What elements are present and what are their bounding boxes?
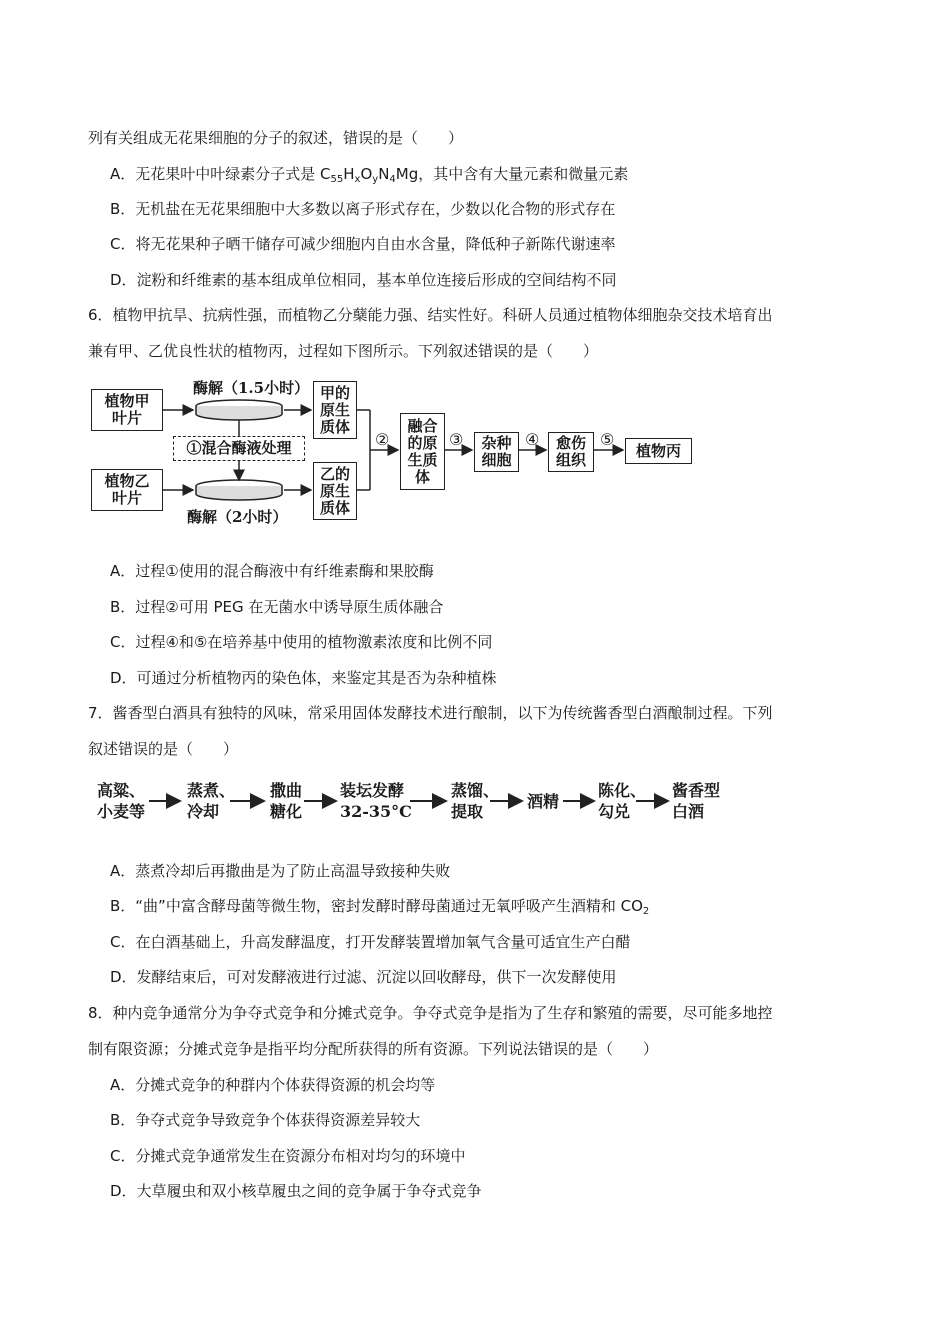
flow-step-6: 酒精 <box>527 792 560 811</box>
q7-b-sub: 2 <box>642 906 650 917</box>
q6-option-c[interactable]: C．过程④和⑤在培养基中使用的植物激素浓度和比例不同 <box>110 633 493 651</box>
q7-stem-line2: 叙述错误的是（ ） <box>88 740 239 758</box>
flow-step-8: 酱香型 白酒 <box>672 781 721 821</box>
q6-stem-line2: 兼有甲、乙优良性状的植物丙，过程如下图所示。下列叙述错误的是（ ） <box>88 342 599 360</box>
hybrid-cell-box: 杂种细胞 <box>474 432 519 472</box>
flow-step-3: 撒曲 糖化 <box>270 781 303 821</box>
q7-option-a[interactable]: A．蒸煮冷却后再撒曲是为了防止高温导致接种失败 <box>110 862 451 880</box>
q8-option-a[interactable]: A．分摊式竞争的种群内个体获得资源的机会均等 <box>110 1076 436 1094</box>
q5-stem: 列有关组成无花果细胞的分子的叙述，错误的是（ ） <box>88 129 464 147</box>
q7-option-b[interactable] <box>110 896 649 922</box>
callus-box: 愈伤组织 <box>548 432 594 472</box>
plant-b-leaf-box: 植物乙叶片 <box>91 469 163 511</box>
q6-option-d[interactable]: D．可通过分析植物丙的染色体，来鉴定其是否为杂种植株 <box>110 669 497 687</box>
fused-protoplast-box: 融合的原生质体 <box>400 413 445 490</box>
q6-stem-line1: 6．植物甲抗旱、抗病性强，而植物乙分蘖能力强、结实性好。科研人员通过植物体细胞杂交技术培育出 <box>88 306 773 324</box>
plant-c-box: 植物丙 <box>625 438 692 464</box>
q7-option-c[interactable]: C．在白酒基础上，升高发酵温度，打开发酵装置增加氧气含量可适宜生产白醋 <box>110 933 631 951</box>
enzymolysis-b-label: 酶解（2小时） <box>187 508 288 526</box>
q5-a-n: N <box>378 165 390 183</box>
step-5-label: ⑤ <box>600 430 615 449</box>
q5-a-o: O <box>360 165 373 183</box>
q5-option-d[interactable]: D．淀粉和纤维素的基本组成单位相同，基本单位连接后形成的空间结构不同 <box>110 271 617 289</box>
q7-b-text: B．“曲”中富含酵母菌等微生物，密封发酵时酵母菌通过无氧呼吸产生酒精和 CO <box>110 897 643 915</box>
q8-option-d[interactable]: D．大草履虫和双小核草履虫之间的竞争属于争夺式竞争 <box>110 1182 482 1200</box>
q8-stem-line1: 8．种内竞争通常分为争夺式竞争和分摊式竞争。争夺式竞争是指为了生存和繁殖的需要，尽可能多地控 <box>88 1004 773 1022</box>
flow-step-1: 高粱、 小麦等 <box>97 781 146 821</box>
q8-stem-line2: 制有限资源；分摊式竞争是指平均分配所获得的所有资源。下列说法错误的是（ ） <box>88 1040 659 1058</box>
enzymolysis-a-label: 酶解（1.5小时） <box>193 379 310 397</box>
flow-step-7: 陈化、 勾兑 <box>598 781 647 821</box>
step-2-label: ② <box>375 430 390 449</box>
protoplast-b-box: 乙的原生质体 <box>313 462 357 520</box>
q5-option-c[interactable]: C．将无花果种子晒干储存可减少细胞内自由水含量，降低种子新陈代谢速率 <box>110 235 616 253</box>
q5-option-b[interactable]: B．无机盐在无花果细胞中大多数以离子形式存在，少数以化合物的形式存在 <box>110 200 616 218</box>
plant-a-leaf-box: 植物甲叶片 <box>91 389 163 431</box>
q7-stem-line1: 7．酱香型白酒具有独特的风味，常采用固体发酵技术进行酿制，以下为传统酱香型白酒酿制过程。下列 <box>88 704 773 722</box>
flow-step-5: 蒸馏、 提取 <box>451 781 500 821</box>
q5-option-a[interactable] <box>110 164 628 190</box>
flow-step-4: 装坛发酵 32-35°C <box>340 781 412 821</box>
q6-option-a[interactable]: A．过程①使用的混合酶液中有纤维素酶和果胶酶 <box>110 562 434 580</box>
mixed-enzyme-box: ①混合酶液处理 <box>173 436 305 461</box>
q5-a-sub1: 55 <box>330 174 344 185</box>
step-4-label: ④ <box>525 430 540 449</box>
q7-option-d[interactable]: D．发酵结束后，可对发酵液进行过滤、沉淀以回收酵母，供下一次发酵使用 <box>110 968 617 986</box>
protoplast-a-box: 甲的原生质体 <box>313 381 357 439</box>
q5-a-h: H <box>343 165 355 183</box>
q5-a-post: Mg，其中含有大量元素和微量元素 <box>395 165 629 183</box>
q5-a-sub4: 4 <box>389 174 396 185</box>
flow-step-2: 蒸煮、 冷却 <box>187 781 236 821</box>
q5-a-sub3: y <box>372 174 379 185</box>
step-3-label: ③ <box>449 430 464 449</box>
q5-a-sub2: x <box>354 174 361 185</box>
q8-option-c[interactable]: C．分摊式竞争通常发生在资源分布相对均匀的环境中 <box>110 1147 466 1165</box>
q8-option-b[interactable]: B．争夺式竞争导致竞争个体获得资源差异较大 <box>110 1111 421 1129</box>
q5-a-pre: A．无花果叶中叶绿素分子式是 C <box>110 165 331 183</box>
q6-option-b[interactable]: B．过程②可用 PEG 在无菌水中诱导原生质体融合 <box>110 598 444 616</box>
